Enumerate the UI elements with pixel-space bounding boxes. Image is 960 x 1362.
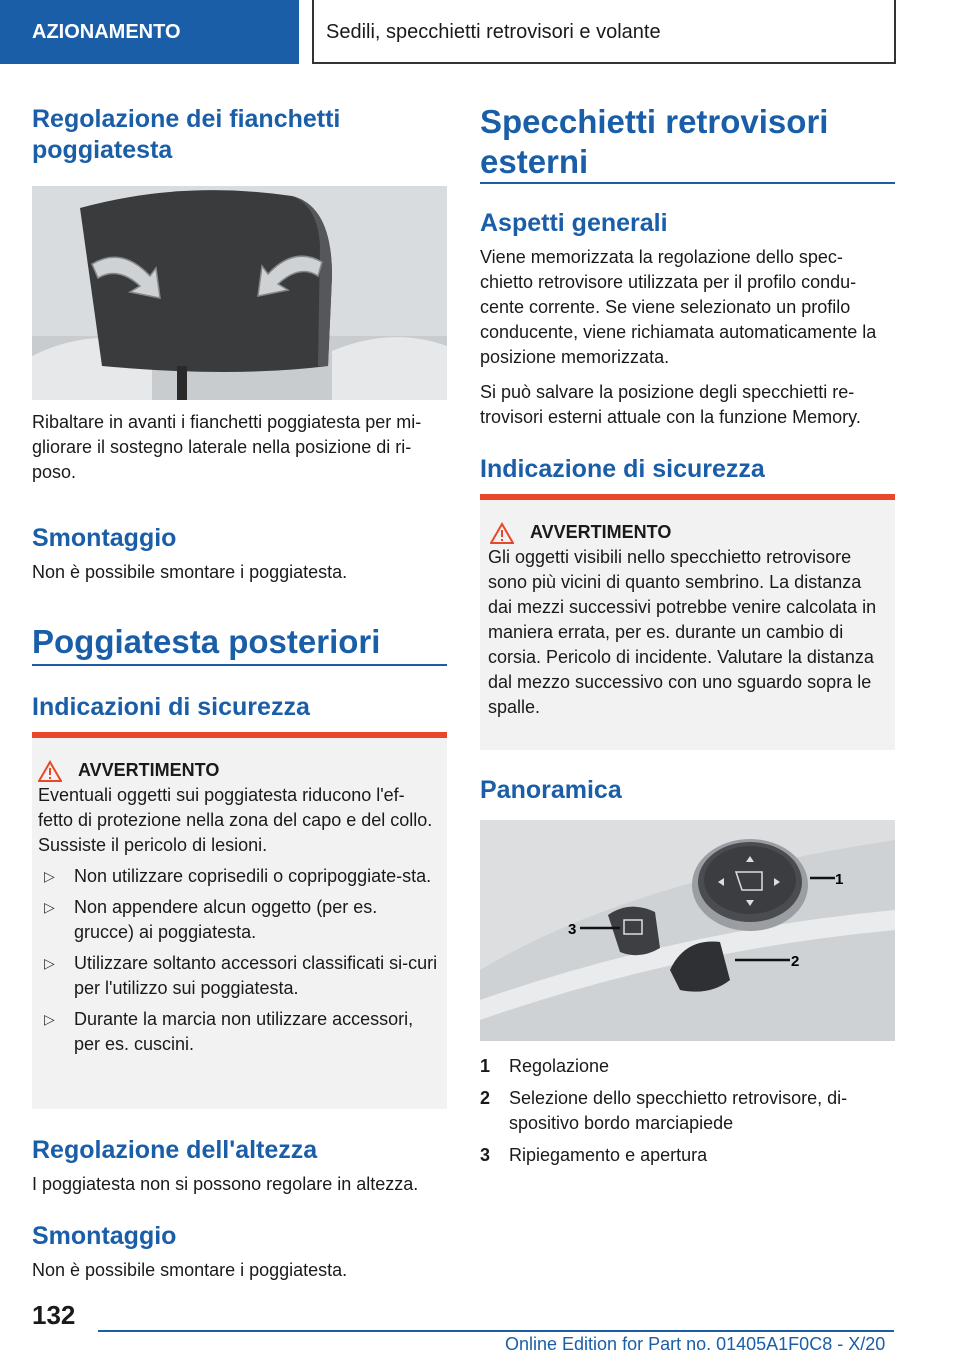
warning-list (38, 864, 439, 1057)
heading-fianchetti: Regolazione dei fianchetti poggiatesta (32, 105, 341, 164)
heading-specchietti: Specchietti retrovisori esterni (480, 103, 829, 180)
paragraph-smontaggio-2: Non è possibile smontare i poggiatesta. (32, 1260, 348, 1280)
list-item (38, 951, 439, 1001)
heading-indicazione-sicurezza: Indicazione di sicurezza (480, 455, 765, 483)
mirror-controls-illustration (480, 820, 895, 1041)
mirror-controls-image (480, 820, 895, 1041)
page-number: 132 (32, 1300, 76, 1330)
warning-title-text: AVVERTIMENTO (530, 522, 672, 542)
heading-poggiatesta-posteriori: Poggiatesta posteriori (32, 623, 381, 660)
warning-title (530, 522, 889, 543)
list-item-text: Utilizzare soltanto accessori classificati si-curi per l'utilizzo sui poggiatesta. (74, 953, 438, 998)
paragraph-smontaggio-1: Non è possibile smontare i poggiatesta. (32, 562, 348, 582)
paragraph-aspetti-2: Si può salvare la posizione degli specchietti re-trovisori esterni attuale con la funzione Memory. (480, 382, 861, 427)
list-item-text: Non utilizzare coprisedili o copripoggiate-sta. (74, 866, 432, 886)
list-item (38, 895, 439, 945)
edition-text: Online Edition for Part no. 01405A1F0C8 - X/20 (505, 1334, 886, 1354)
callout-3: 3 (568, 921, 577, 938)
legend-text: Ripiegamento e apertura (509, 1145, 708, 1165)
section-tab: AZIONAMENTO (0, 0, 299, 64)
heading-smontaggio-2: Smontaggio (32, 1222, 177, 1250)
paragraph-altezza: I poggiatesta non si possono regolare in altezza. (32, 1174, 419, 1194)
bullet-triangle-icon: ▷ (44, 955, 55, 971)
bullet-triangle-icon: ▷ (44, 899, 55, 915)
warning-triangle-icon (490, 522, 514, 544)
callout-1: 1 (835, 871, 844, 888)
heading-panoramica: Panoramica (480, 776, 622, 804)
bullet-triangle-icon: ▷ (44, 1011, 55, 1027)
heading-smontaggio-1: Smontaggio (32, 524, 177, 552)
heading-altezza: Regolazione dell'altezza (32, 1136, 318, 1164)
heading-indicazioni: Indicazioni di sicurezza (32, 693, 310, 721)
warning-title-text: AVVERTIMENTO (78, 760, 220, 780)
headrest-illustration (32, 186, 447, 400)
list-item-text: Durante la marcia non utilizzare accessori, per es. cuscini. (74, 1009, 414, 1054)
bullet-triangle-icon: ▷ (44, 868, 55, 884)
legend-number: 3 (480, 1145, 491, 1165)
list-item (38, 1007, 439, 1057)
heading-aspetti-generali: Aspetti generali (480, 209, 668, 237)
section-rule (480, 182, 895, 184)
legend-number: 2 (480, 1088, 491, 1108)
warning-triangle-icon (38, 760, 62, 782)
paragraph-fianchetti: Ribaltare in avanti i fianchetti poggiatesta per mi-gliorare il sostegno laterale nella posizione di ri-poso. (32, 412, 422, 482)
warning-text: Eventuali oggetti sui poggiatesta riducono l'ef-fetto di protezione nella zona del capo e del collo. Sussiste il pericolo di lesioni. (38, 785, 433, 855)
paragraph-aspetti-1: Viene memorizzata la regolazione dello spec-chietto retrovisore utilizzata per il profilo condu-cente corrente. Se viene selezionato un profilo conducente, viene richiamata automaticamente la posizione memorizzata. (480, 247, 877, 367)
legend-text: Selezione dello specchietto retrovisore, di-spositivo bordo marciapiede (509, 1088, 848, 1133)
section-rule (32, 664, 447, 666)
chapter-title: Sedili, specchietti retrovisori e volante (312, 0, 896, 64)
warning-box-left (32, 732, 447, 1109)
list-item-text: Non appendere alcun oggetto (per es. grucce) ai poggiatesta. (74, 897, 378, 942)
warning-title (78, 760, 439, 781)
list-item (38, 864, 439, 889)
callout-2: 2 (791, 953, 800, 970)
headrest-image (32, 186, 447, 400)
legend-number: 1 (480, 1056, 491, 1076)
warning-box-right (480, 494, 895, 750)
legend-text: Regolazione (509, 1056, 610, 1076)
warning-text: Gli oggetti visibili nello specchietto retrovisore sono più vicini di quanto sembrino. La distanza dai mezzi successivi potrebbe venire calcolata in maniera errata, per es. durante un cambio di corsia. Pericolo di incidente. Valutare la distanza dal mezzo successivo con uno sguardo sopra le spalle. (488, 547, 877, 717)
footer-rule (98, 1330, 894, 1332)
